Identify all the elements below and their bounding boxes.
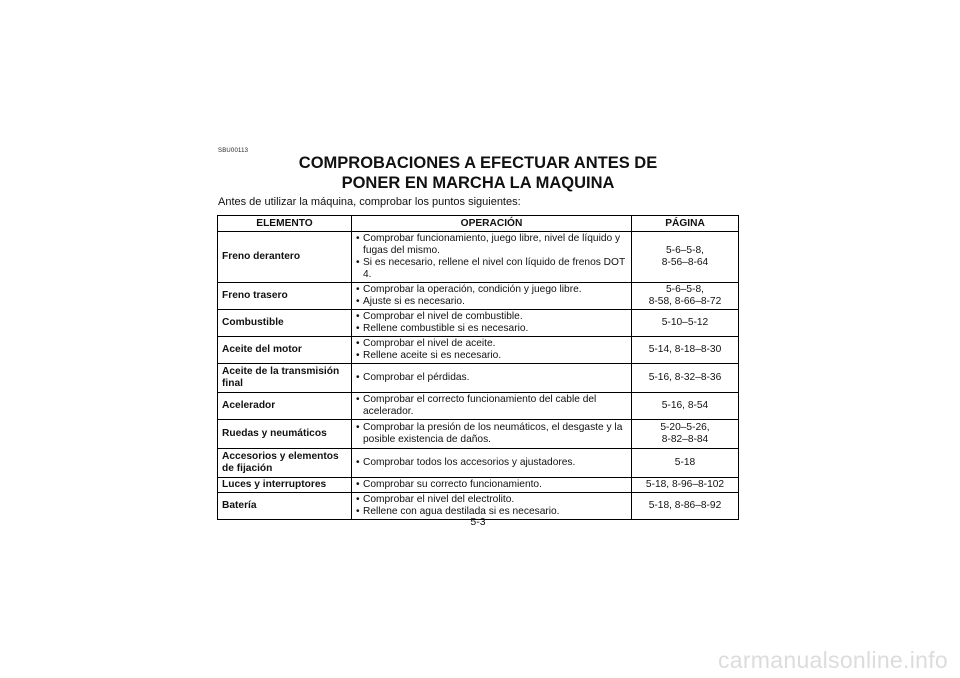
table-body [218,232,739,520]
operation-text: Rellene con agua destilada si es necesario. [363,506,560,517]
page-title-line-1: COMPROBACIONES A EFECTUAR ANTES DE [298,154,658,172]
bullet-icon: • [356,233,360,244]
row-page-reference: 5-18 [632,449,739,478]
operation-item [356,479,627,491]
document-code: SBU00113 [218,148,249,154]
operation-item [356,296,627,308]
row-page-reference: 5-16, 8-32–8-36 [632,364,739,393]
row-operations [352,393,632,420]
row-page-reference: 5-18, 8-96–8-102 [632,478,739,493]
table-row [218,393,739,420]
row-element: Batería [218,493,352,520]
operation-text: Comprobar el nivel de combustible. [363,311,523,322]
operation-text: Comprobar el pérdidas. [363,372,470,383]
header-element: ELEMENTO [218,216,352,232]
row-operations [352,337,632,364]
operation-item [356,257,627,281]
row-operations [352,478,632,493]
row-element: Aceite de la transmisión final [218,364,352,393]
row-element: Ruedas y neumáticos [218,420,352,449]
bullet-icon: • [356,506,360,517]
table-row [218,337,739,364]
bullet-icon: • [356,350,360,361]
bullet-icon: • [356,394,360,405]
operation-text: Comprobar el nivel de aceite. [363,338,496,349]
operation-text: Rellene combustible si es necesario. [363,323,529,334]
operation-item [356,394,627,418]
row-operations [352,420,632,449]
operation-item [356,494,627,506]
watermark: carmanualsonline.info [717,647,948,673]
row-element: Accesorios y elementos de fijación [218,449,352,478]
bullet-icon: • [356,284,360,295]
row-page-reference: 5-10–5-12 [632,310,739,337]
operation-item [356,422,627,446]
operation-text: Rellene aceite si es necesario. [363,350,502,361]
row-element: Acelerador [218,393,352,420]
operation-item [356,233,627,257]
page-title [218,153,738,193]
operation-item [356,457,627,469]
header-page: PÁGINA [632,216,739,232]
row-operations [352,232,632,283]
table-row [218,232,739,283]
operation-item [356,284,627,296]
table-row [218,420,739,449]
operation-text: Comprobar la presión de los neumáticos, el desgaste y la posible existencia de daños. [363,422,623,445]
operation-item [356,372,627,384]
operation-text: Comprobar su correcto funcionamiento. [363,479,542,490]
table-row [218,283,739,310]
operation-text: Comprobar la operación, condición y juego libre. [363,284,582,295]
bullet-icon: • [356,422,360,433]
row-element: Freno trasero [218,283,352,310]
row-operations [352,449,632,478]
page-title-line-2: PONER EN MARCHA LA MAQUINA [341,174,615,192]
operation-item [356,338,627,350]
operation-item [356,311,627,323]
row-page-reference: 5-14, 8-18–8-30 [632,337,739,364]
row-element: Combustible [218,310,352,337]
operation-text: Ajuste si es necesario. [363,296,465,307]
row-element: Aceite del motor [218,337,352,364]
row-page-reference: 5-18, 8-86–8-92 [632,493,739,520]
table-header-row [218,216,739,232]
row-page-reference: 5-16, 8-54 [632,393,739,420]
row-element: Freno derantero [218,232,352,283]
intro-text: Antes de utilizar la máquina, comprobar los puntos siguientes: [218,196,521,208]
row-page-reference: 5-20–5-26, 8-82–8-84 [632,420,739,449]
operation-text: Comprobar todos los accesorios y ajustadores. [363,457,576,468]
bullet-icon: • [356,323,360,334]
bullet-icon: • [356,338,360,349]
table-row [218,310,739,337]
table-row [218,449,739,478]
table-row [218,478,739,493]
operation-text: Comprobar funcionamiento, juego libre, nivel de líquido y fugas del mismo. [363,233,621,256]
bullet-icon: • [356,479,360,490]
page-number: 5-3 [470,516,486,528]
bullet-icon: • [356,311,360,322]
row-page-reference: 5-6–5-8, 8-58, 8-66–8-72 [632,283,739,310]
row-operations [352,310,632,337]
bullet-icon: • [356,257,360,268]
operation-text: Comprobar el correcto funcionamiento del cable del acelerador. [363,394,597,417]
table-row [218,364,739,393]
row-operations [352,283,632,310]
operation-item [356,323,627,335]
bullet-icon: • [356,372,360,383]
row-element: Luces y interruptores [218,478,352,493]
operation-text: Si es necesario, rellene el nivel con líquido de frenos DOT 4. [363,257,625,280]
operation-item [356,350,627,362]
operation-text: Comprobar el nivel del electrolito. [363,494,515,505]
row-page-reference: 5-6–5-8, 8-56–8-64 [632,232,739,283]
row-operations [352,364,632,393]
bullet-icon: • [356,296,360,307]
bullet-icon: • [356,457,360,468]
header-operation: OPERACIÓN [352,216,632,232]
bullet-icon: • [356,494,360,505]
pre-operation-checklist-table [217,215,739,520]
